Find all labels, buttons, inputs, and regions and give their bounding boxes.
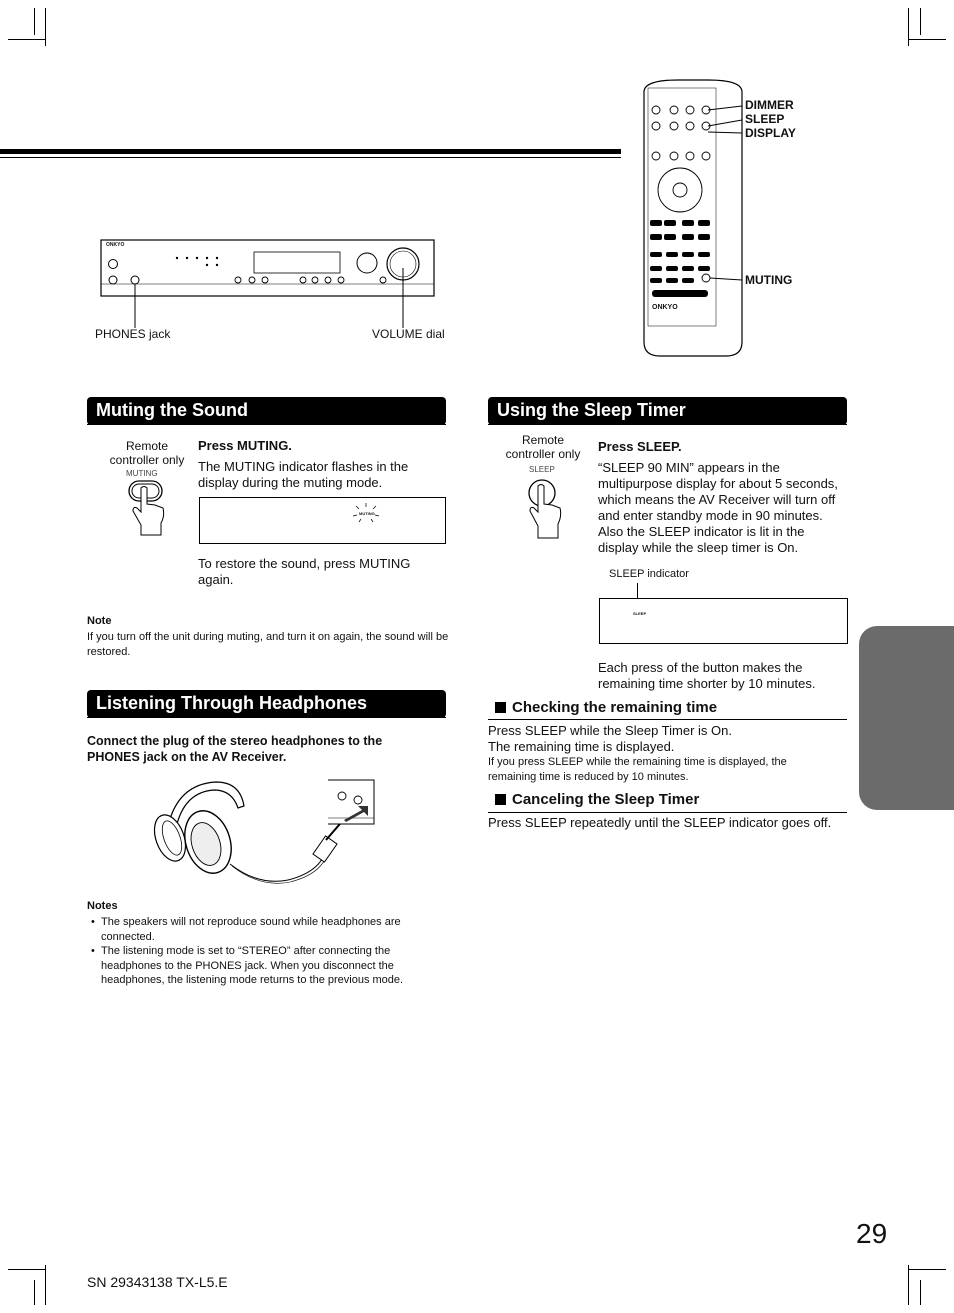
sleep-button-caption: SLEEP bbox=[529, 465, 555, 474]
headphones-instruction: Connect the plug of the stereo headphones to the PHONES jack on the AV Receiver. bbox=[87, 734, 383, 764]
flash-rays-icon bbox=[351, 502, 381, 524]
cancel-sleep-head: Canceling the Sleep Timer bbox=[495, 791, 699, 808]
callout-muting: MUTING bbox=[745, 273, 793, 287]
muting-display-panel bbox=[199, 497, 446, 544]
callout-dimmer: DIMMER bbox=[745, 98, 794, 112]
headphones-illustration bbox=[148, 776, 380, 888]
sleep-lcd-indicator: SLEEP bbox=[633, 611, 647, 616]
callout-display: DISPLAY bbox=[745, 126, 796, 140]
sleep-display-panel bbox=[599, 598, 848, 644]
section-muting-title: Muting the Sound bbox=[87, 397, 446, 425]
check-small-text: If you press SLEEP while the remaining time is displayed, the remaining time is reduced by 10 minutes. bbox=[488, 756, 787, 783]
check-text-1: Press SLEEP while the Sleep Timer is On. bbox=[488, 723, 732, 738]
press-sleep: Press SLEEP. bbox=[598, 439, 682, 454]
hand-press-muting-icon bbox=[125, 478, 169, 538]
section-headphones-title: Listening Through Headphones bbox=[87, 690, 446, 718]
square-bullet-icon bbox=[495, 702, 506, 713]
remote-logo: ONKYO bbox=[652, 304, 678, 311]
note-head: Note bbox=[87, 615, 112, 627]
sleep-desc: “SLEEP 90 MIN” appears in the multipurpose display for about 5 seconds, which means the AV Receiver will turn off and enter standby mode in 90 minutes. Also the SLEEP indicator is lit in the display while the sleep timer is On. bbox=[598, 460, 838, 555]
chapter-tab bbox=[859, 626, 954, 810]
callout-sleep: SLEEP bbox=[745, 112, 785, 126]
muting-remote-only: Remote controller only bbox=[109, 439, 185, 467]
check-remaining-head: Checking the remaining time bbox=[495, 699, 717, 716]
hand-press-sleep-icon bbox=[524, 476, 564, 540]
receiver-logo: ONKYO bbox=[106, 242, 125, 248]
press-muting: Press MUTING. bbox=[198, 438, 292, 453]
volume-dial-label: VOLUME dial bbox=[372, 327, 445, 341]
serial-number: SN 29343138 TX-L5.E bbox=[87, 1274, 228, 1290]
sleep-indicator-label: SLEEP indicator bbox=[609, 568, 689, 580]
page-number: 29 bbox=[856, 1218, 888, 1249]
cancel-text: Press SLEEP repeatedly until the SLEEP indicator goes off. bbox=[488, 815, 832, 830]
note-item: • The speakers will not reproduce sound while headphones are connected. bbox=[85, 915, 435, 944]
note-text: If you turn off the unit during muting, and turn it on again, the sound will be restored. bbox=[87, 631, 449, 658]
section-sleep-title: Using the Sleep Timer bbox=[488, 397, 847, 425]
each-press-text: Each press of the button makes the remaining time shorter by 10 minutes. bbox=[598, 660, 816, 691]
note-item: • The listening mode is set to “STEREO” after connecting the headphones to the PHONES jack. When you disconnect the headphones, the listening mode returns to the previous mode. bbox=[85, 944, 435, 988]
muting-lcd-indicator: MUTING bbox=[359, 511, 375, 516]
notes-head: Notes bbox=[87, 900, 118, 912]
phones-jack-label: PHONES jack bbox=[95, 327, 171, 341]
check-text-2: The remaining time is displayed. bbox=[488, 739, 675, 754]
muting-button-caption: MUTING bbox=[126, 469, 158, 478]
remote-illustration bbox=[638, 78, 748, 360]
sleep-remote-only: Remote controller only bbox=[505, 433, 581, 461]
square-bullet-icon bbox=[495, 794, 506, 805]
muting-desc: The MUTING indicator flashes in the display during the muting mode. bbox=[198, 459, 409, 490]
notes-list bbox=[85, 915, 435, 988]
receiver-illustration bbox=[95, 236, 440, 336]
restore-text: To restore the sound, press MUTING again. bbox=[198, 556, 411, 587]
